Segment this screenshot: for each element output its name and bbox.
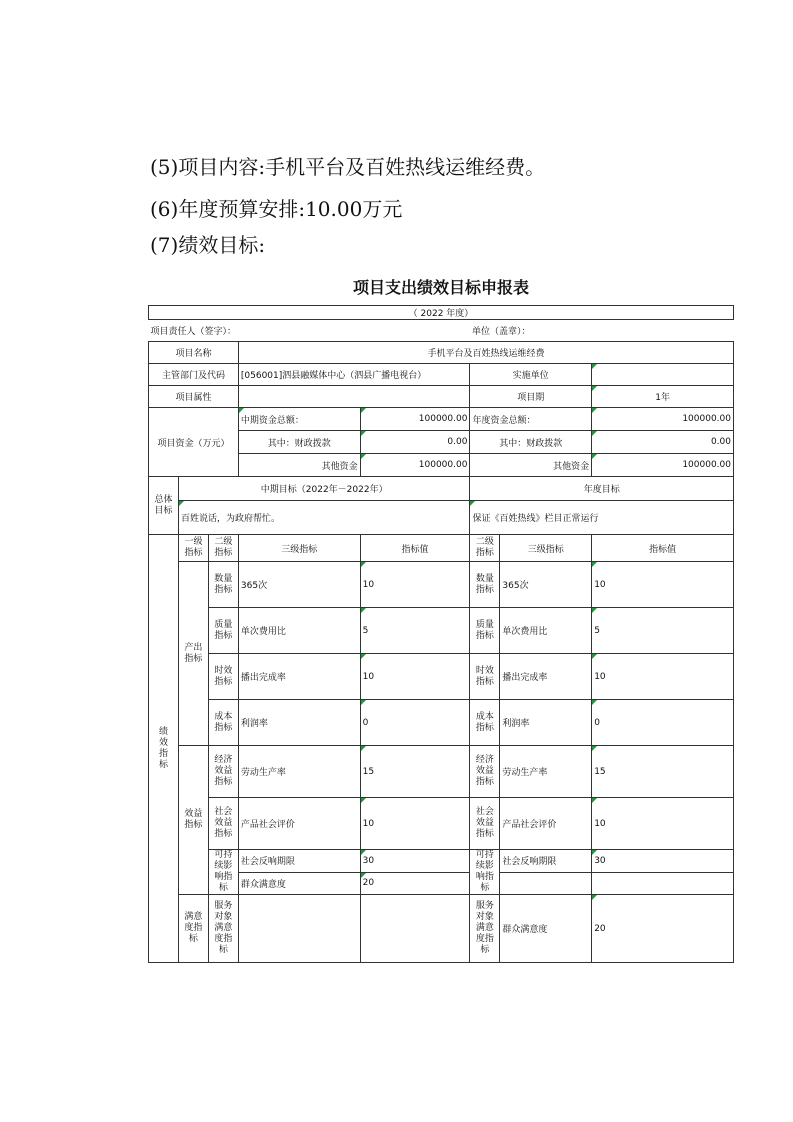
responsible-label: 项目责任人（签字）： (150, 327, 237, 337)
row-year-l2-text: 经济效益指标 (475, 755, 494, 787)
attr-value (238, 386, 470, 408)
mid-other-label: 其他资金 (238, 454, 360, 477)
project-name-value: 手机平台及百姓热线运维经费 (238, 342, 733, 364)
row-year-value: 20 (592, 895, 734, 963)
satisfaction-indicator-label (178, 895, 208, 963)
form-table (148, 305, 734, 963)
row-year-value: 15 (592, 746, 734, 798)
row-year-l2 (470, 798, 500, 850)
row-year-l3-empty (500, 872, 592, 895)
output-indicator-label (178, 562, 208, 746)
row-year-l3: 群众满意度 (500, 895, 592, 963)
year-other-label: 其他资金 (470, 454, 592, 477)
h-level3-mid: 三级指标 (238, 535, 360, 562)
row-year-l3: 利润率 (500, 700, 592, 746)
h-level3-year: 三级指标 (500, 535, 592, 562)
row-l2 (208, 700, 238, 746)
row-mid-l3: 社会反响期限 (238, 850, 360, 873)
year-total-label: 年度资金总额： (470, 408, 592, 431)
period-label: 项目期 (470, 386, 592, 408)
row-year-l2-text: 可持续影响指标 (475, 850, 494, 893)
row-mid-l3: 365次 (238, 562, 360, 608)
row-year-l3: 单次费用比 (500, 608, 592, 654)
row-mid-l3: 播出完成率 (238, 654, 360, 700)
row-l2-text: 时效指标 (214, 665, 233, 687)
row-mid-value: 10 (360, 654, 470, 700)
year-other-value: 100000.00 (592, 454, 734, 477)
unit-label: 单位（盖章）： (471, 327, 531, 337)
row-l2 (208, 798, 238, 850)
dept-label: 主管部门及代码 (149, 364, 239, 386)
row-year-value: 30 (592, 850, 734, 873)
impl-unit-label: 实施单位 (470, 364, 592, 386)
row-year-l2-text: 质量指标 (475, 619, 494, 641)
row-year-l2 (470, 850, 500, 895)
row-year-l2 (470, 746, 500, 798)
row-mid-value: 5 (360, 608, 470, 654)
mid-goal-header: 中期目标（2022年－2022年） (178, 477, 469, 501)
row-l2-text: 质量指标 (214, 619, 233, 641)
form-title: 项目支出绩效目标申报表 (352, 277, 529, 297)
row-year-l3: 产品社会评价 (500, 798, 592, 850)
mid-fiscal-label: 其中：财政拨款 (238, 431, 360, 454)
row-mid-l3: 利润率 (238, 700, 360, 746)
row-year-l2-text: 数量指标 (475, 573, 494, 595)
row-year-l3: 劳动生产率 (500, 746, 592, 798)
impl-unit-value (592, 364, 734, 386)
mid-total-label: 中期资金总额： (238, 408, 360, 431)
h-level2-year (470, 535, 500, 562)
row-l2 (208, 608, 238, 654)
h-value-mid: 指标值 (360, 535, 470, 562)
overall-goal-label-text: 总体目标 (154, 494, 173, 516)
attr-label: 项目属性 (149, 386, 239, 408)
annual-budget-paragraph: (6)年度预算安排:10.00万元 (150, 197, 403, 221)
year-goal-header: 年度目标 (470, 477, 734, 501)
mid-other-value: 100000.00 (360, 454, 470, 477)
benefit-indicator-label (178, 746, 208, 895)
mid-fiscal-value: 0.00 (360, 431, 470, 454)
row-mid-value: 30 (360, 850, 470, 873)
row-mid-value: 0 (360, 700, 470, 746)
row-l2 (208, 895, 238, 963)
row-year-l2 (470, 895, 500, 963)
year-fiscal-value: 0.00 (592, 431, 734, 454)
row-year-l2-text: 时效指标 (475, 665, 494, 687)
row-year-l2 (470, 654, 500, 700)
row-mid-value: 10 (360, 798, 470, 850)
row-mid-l3: 群众满意度 (238, 872, 360, 895)
row-year-l2 (470, 700, 500, 746)
year-line: （ 2022 年度） (149, 306, 734, 320)
h-value-year: 指标值 (592, 535, 734, 562)
perf-label-text: 绩效指标 (158, 726, 168, 770)
h-level2-mid (208, 535, 238, 562)
row-year-l2-text: 社会效益指标 (475, 807, 494, 839)
funds-label: 项目资金（万元） (149, 408, 239, 477)
row-year-value: 10 (592, 654, 734, 700)
year-fiscal-label: 其中：财政拨款 (470, 431, 592, 454)
row-year-l3: 播出完成率 (500, 654, 592, 700)
row-year-l2 (470, 608, 500, 654)
row-year-value: 10 (592, 562, 734, 608)
overall-goal-label (149, 477, 179, 535)
mid-total-value: 100000.00 (360, 408, 470, 431)
row-mid-value (360, 895, 470, 963)
row-l2 (208, 654, 238, 700)
row-l2 (208, 850, 238, 895)
row-year-l3: 365次 (500, 562, 592, 608)
performance-goal-paragraph: (7)绩效目标: (150, 233, 266, 257)
row-mid-l3: 单次费用比 (238, 608, 360, 654)
row-mid-l3: 劳动生产率 (238, 746, 360, 798)
row-mid-value: 10 (360, 562, 470, 608)
row-l2-text: 可持续影响指标 (214, 850, 233, 893)
project-name-label: 项目名称 (149, 342, 239, 364)
benefit-indicator-text: 效益指标 (184, 809, 203, 830)
satisfaction-indicator-text: 满意度指标 (184, 912, 203, 944)
row-year-value: 0 (592, 700, 734, 746)
year-total-value: 100000.00 (592, 408, 734, 431)
output-indicator-text: 产出指标 (184, 642, 203, 664)
row-mid-value: 15 (360, 746, 470, 798)
row-year-l2 (470, 562, 500, 608)
row-year-l2-text: 服务对象满意度指标 (475, 901, 494, 955)
row-year-l2-text: 成本指标 (475, 711, 494, 733)
h-level1-text: 一级指标 (184, 537, 203, 558)
row-l2-text: 社会效益指标 (214, 807, 233, 839)
mid-goal-text: 百姓说话，为政府帮忙。 (178, 501, 469, 535)
project-content-paragraph: (5)项目内容:手机平台及百姓热线运维经费。 (150, 155, 546, 179)
row-mid-l3 (238, 895, 360, 963)
row-l2-text: 数量指标 (214, 573, 233, 595)
row-mid-l3: 产品社会评价 (238, 798, 360, 850)
row-l2 (208, 746, 238, 798)
h-level2-year-text: 二级指标 (475, 537, 494, 558)
row-year-value: 10 (592, 798, 734, 850)
row-year-value: 5 (592, 608, 734, 654)
row-year-value-empty (592, 872, 734, 895)
h-level2-mid-text: 二级指标 (214, 537, 233, 558)
perf-label (149, 535, 179, 963)
period-value: 1年 (592, 386, 734, 408)
row-l2-text: 经济效益指标 (214, 755, 233, 787)
row-l2-text: 成本指标 (214, 711, 233, 733)
row-l2-text: 服务对象满意度指标 (214, 901, 233, 955)
row-l2 (208, 562, 238, 608)
h-level1 (178, 535, 208, 562)
performance-goal-form (148, 267, 734, 973)
row-year-l3: 社会反响期限 (500, 850, 592, 873)
dept-value: [056001]泗县融媒体中心（泗县广播电视台） (238, 364, 470, 386)
year-goal-text: 保证《百姓热线》栏目正常运行 (470, 501, 734, 535)
row-mid-value: 20 (360, 872, 470, 895)
